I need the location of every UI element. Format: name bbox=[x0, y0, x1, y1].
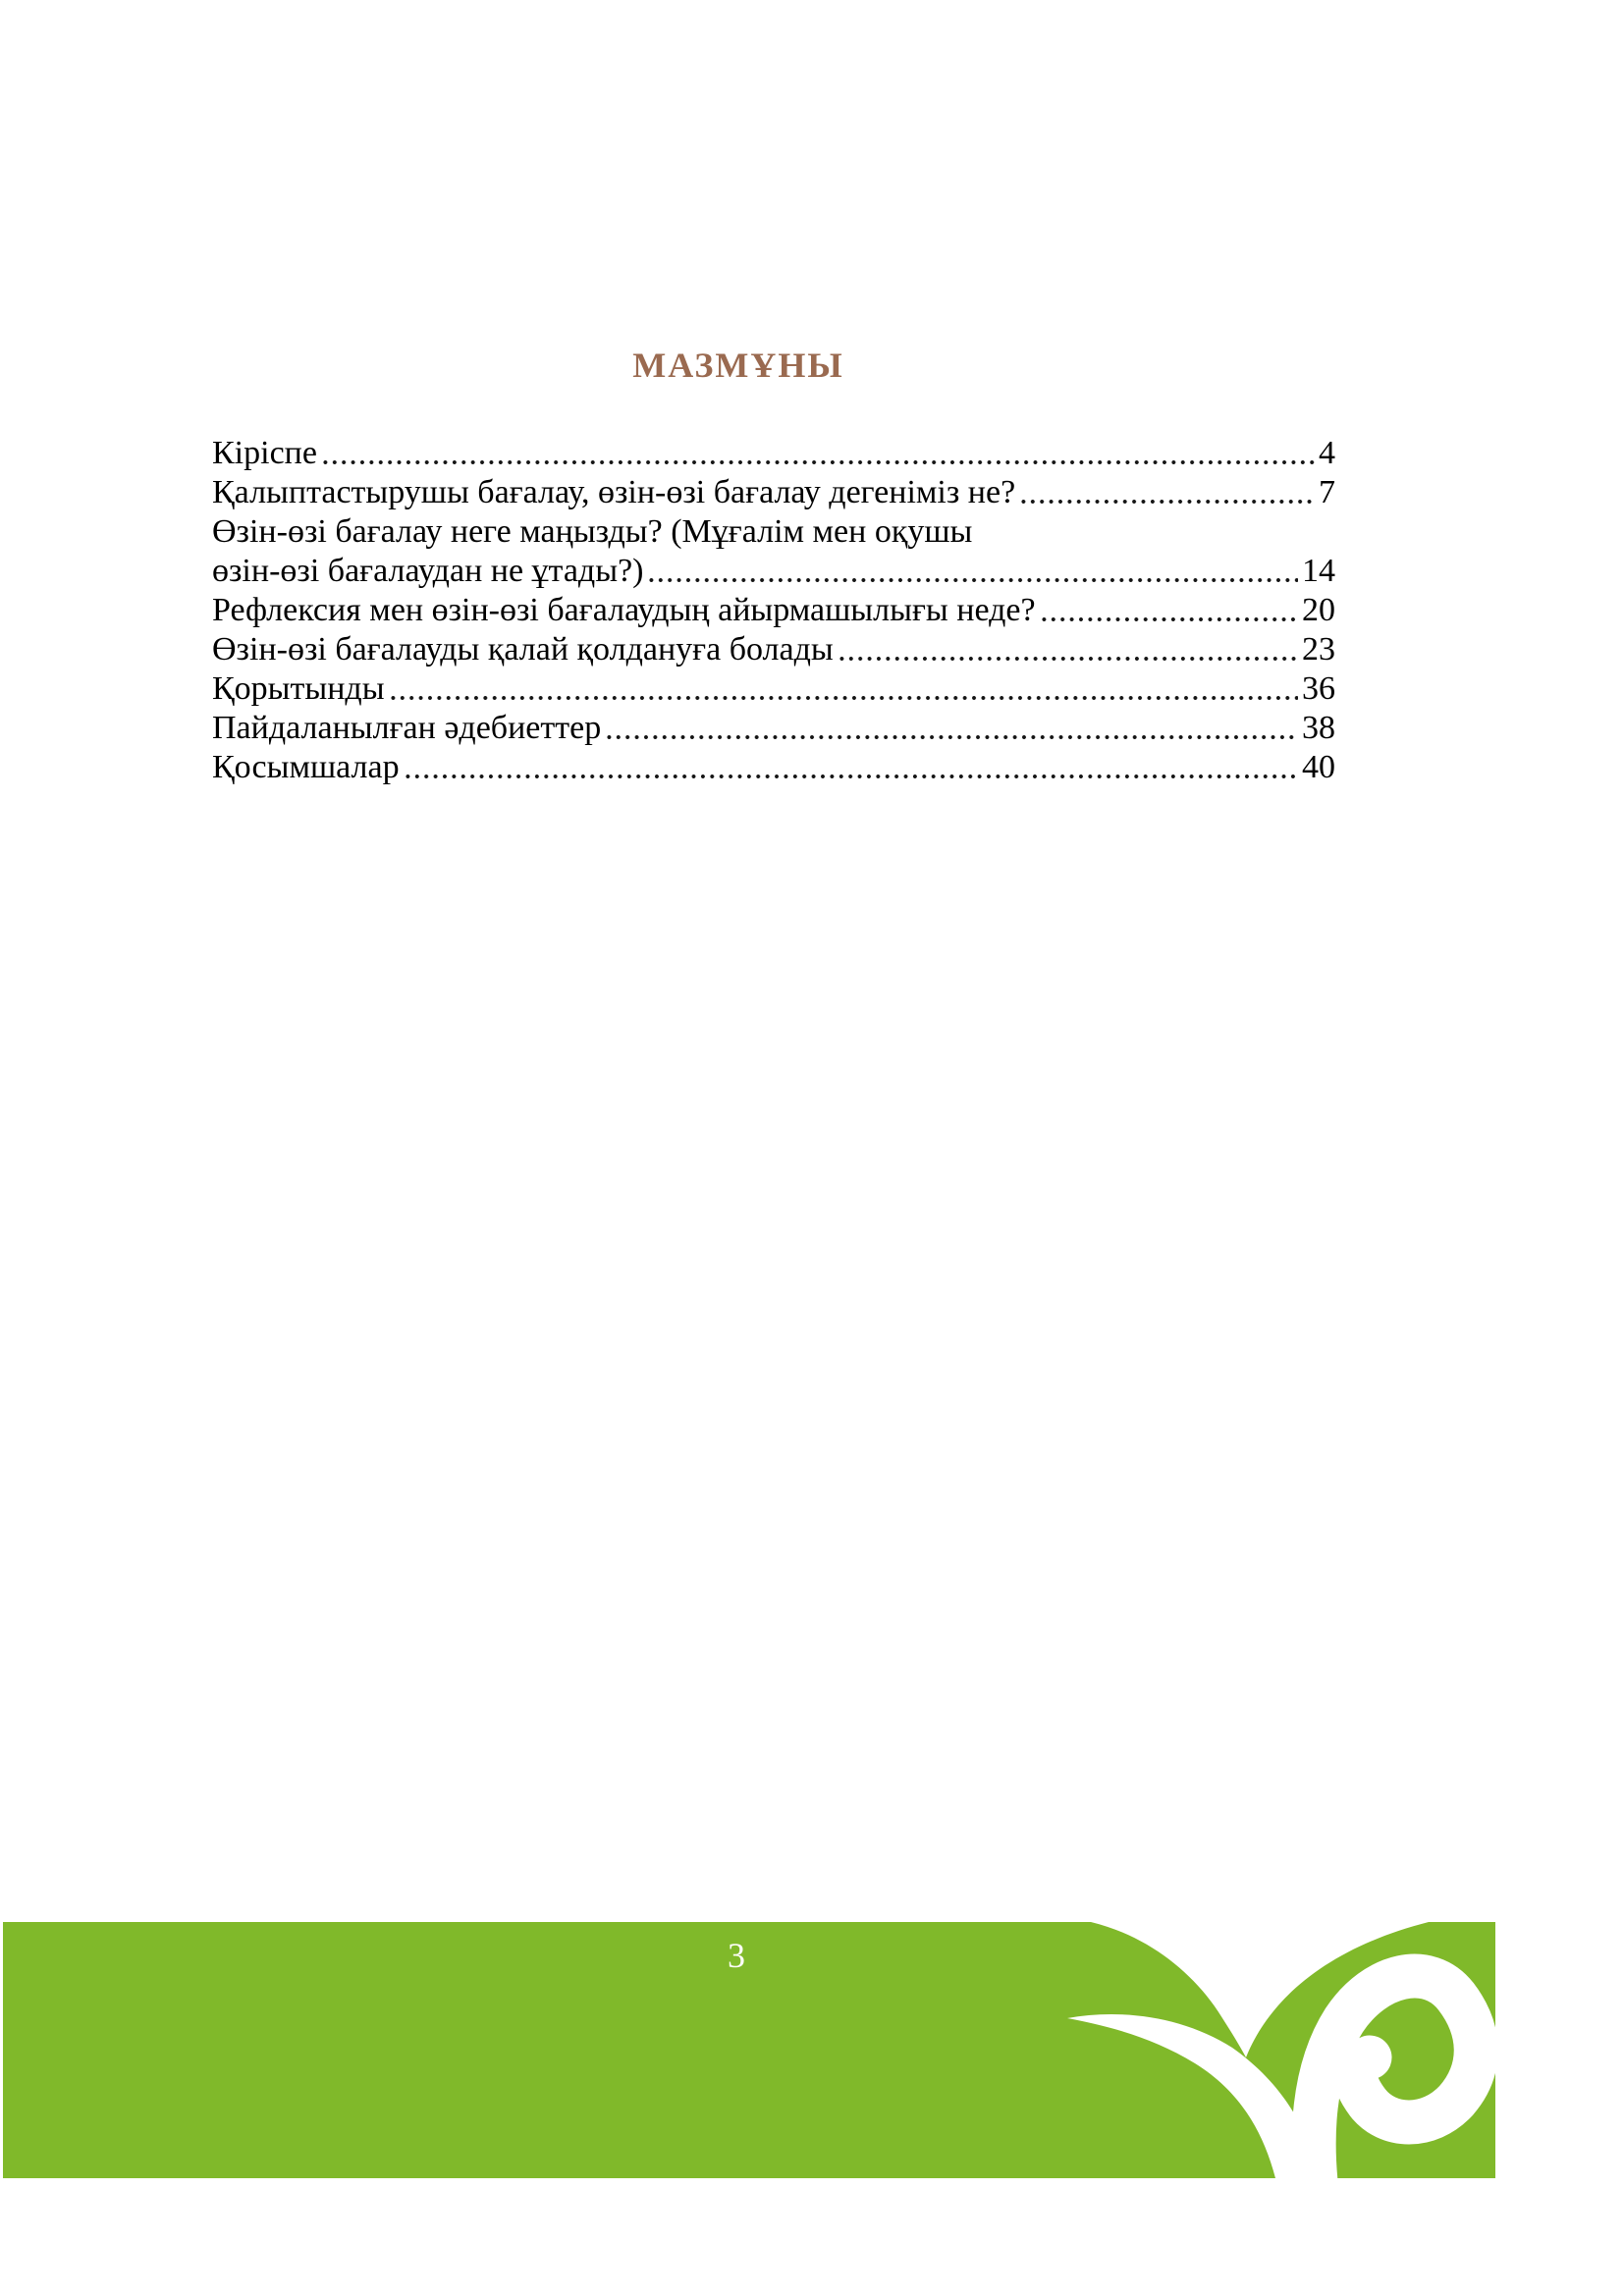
dotted-leader bbox=[406, 772, 1298, 781]
toc-entry bbox=[212, 709, 1335, 748]
toc-entry bbox=[212, 512, 1335, 552]
toc-entry bbox=[212, 434, 1335, 473]
dotted-leader bbox=[839, 654, 1298, 664]
dotted-leader bbox=[607, 732, 1298, 742]
toc-entry bbox=[212, 669, 1335, 709]
toc-entry-page-number: 36 bbox=[1302, 670, 1335, 707]
toc-entry bbox=[212, 473, 1335, 512]
toc-entry-label: Қалыптастырушы бағалау, өзін-өзі бағалау дегеніміз не? bbox=[212, 474, 1016, 510]
toc-entry-label: Өзін-өзі бағалауды қалай қолдануға болады bbox=[212, 631, 834, 667]
toc-entry bbox=[212, 552, 1335, 591]
dotted-leader bbox=[391, 693, 1298, 703]
table-of-contents bbox=[212, 434, 1335, 787]
dotted-leader bbox=[649, 575, 1298, 585]
footer-band bbox=[3, 1922, 1495, 2178]
toc-entry-label: Кіріспе bbox=[212, 435, 317, 471]
toc-entry-label: өзін-өзі бағалаудан не ұтады?) bbox=[212, 553, 644, 589]
toc-entry-label: Өзін-өзі бағалау неге маңызды? (Мұғалім мен оқушы bbox=[212, 513, 973, 550]
toc-entry-label: Қорытынды bbox=[212, 670, 385, 707]
page-title: МАЗМҰНЫ bbox=[632, 346, 844, 385]
toc-entry-page-number: 14 bbox=[1302, 553, 1335, 589]
toc-entry-page-number: 23 bbox=[1302, 631, 1335, 667]
toc-entry bbox=[212, 591, 1335, 630]
toc-entry-label: Рефлексия мен өзін-өзі бағалаудың айырмашылығы неде? bbox=[212, 592, 1036, 628]
footer-page-number: 3 bbox=[728, 1936, 745, 1975]
dotted-leader bbox=[323, 457, 1315, 467]
toc-entry-page-number: 20 bbox=[1302, 592, 1335, 628]
dotted-leader bbox=[1042, 614, 1298, 624]
toc-entry bbox=[212, 748, 1335, 787]
toc-entry-page-number: 40 bbox=[1302, 749, 1335, 785]
toc-entry-page-number: 4 bbox=[1319, 435, 1335, 471]
toc-entry-label: Пайдаланылған әдебиеттер bbox=[212, 710, 602, 746]
dotted-leader bbox=[1021, 497, 1315, 507]
toc-entry-page-number: 7 bbox=[1319, 474, 1335, 510]
toc-entry-label: Қосымшалар bbox=[212, 749, 400, 785]
toc-entry-page-number: 38 bbox=[1302, 710, 1335, 746]
toc-entry bbox=[212, 630, 1335, 669]
